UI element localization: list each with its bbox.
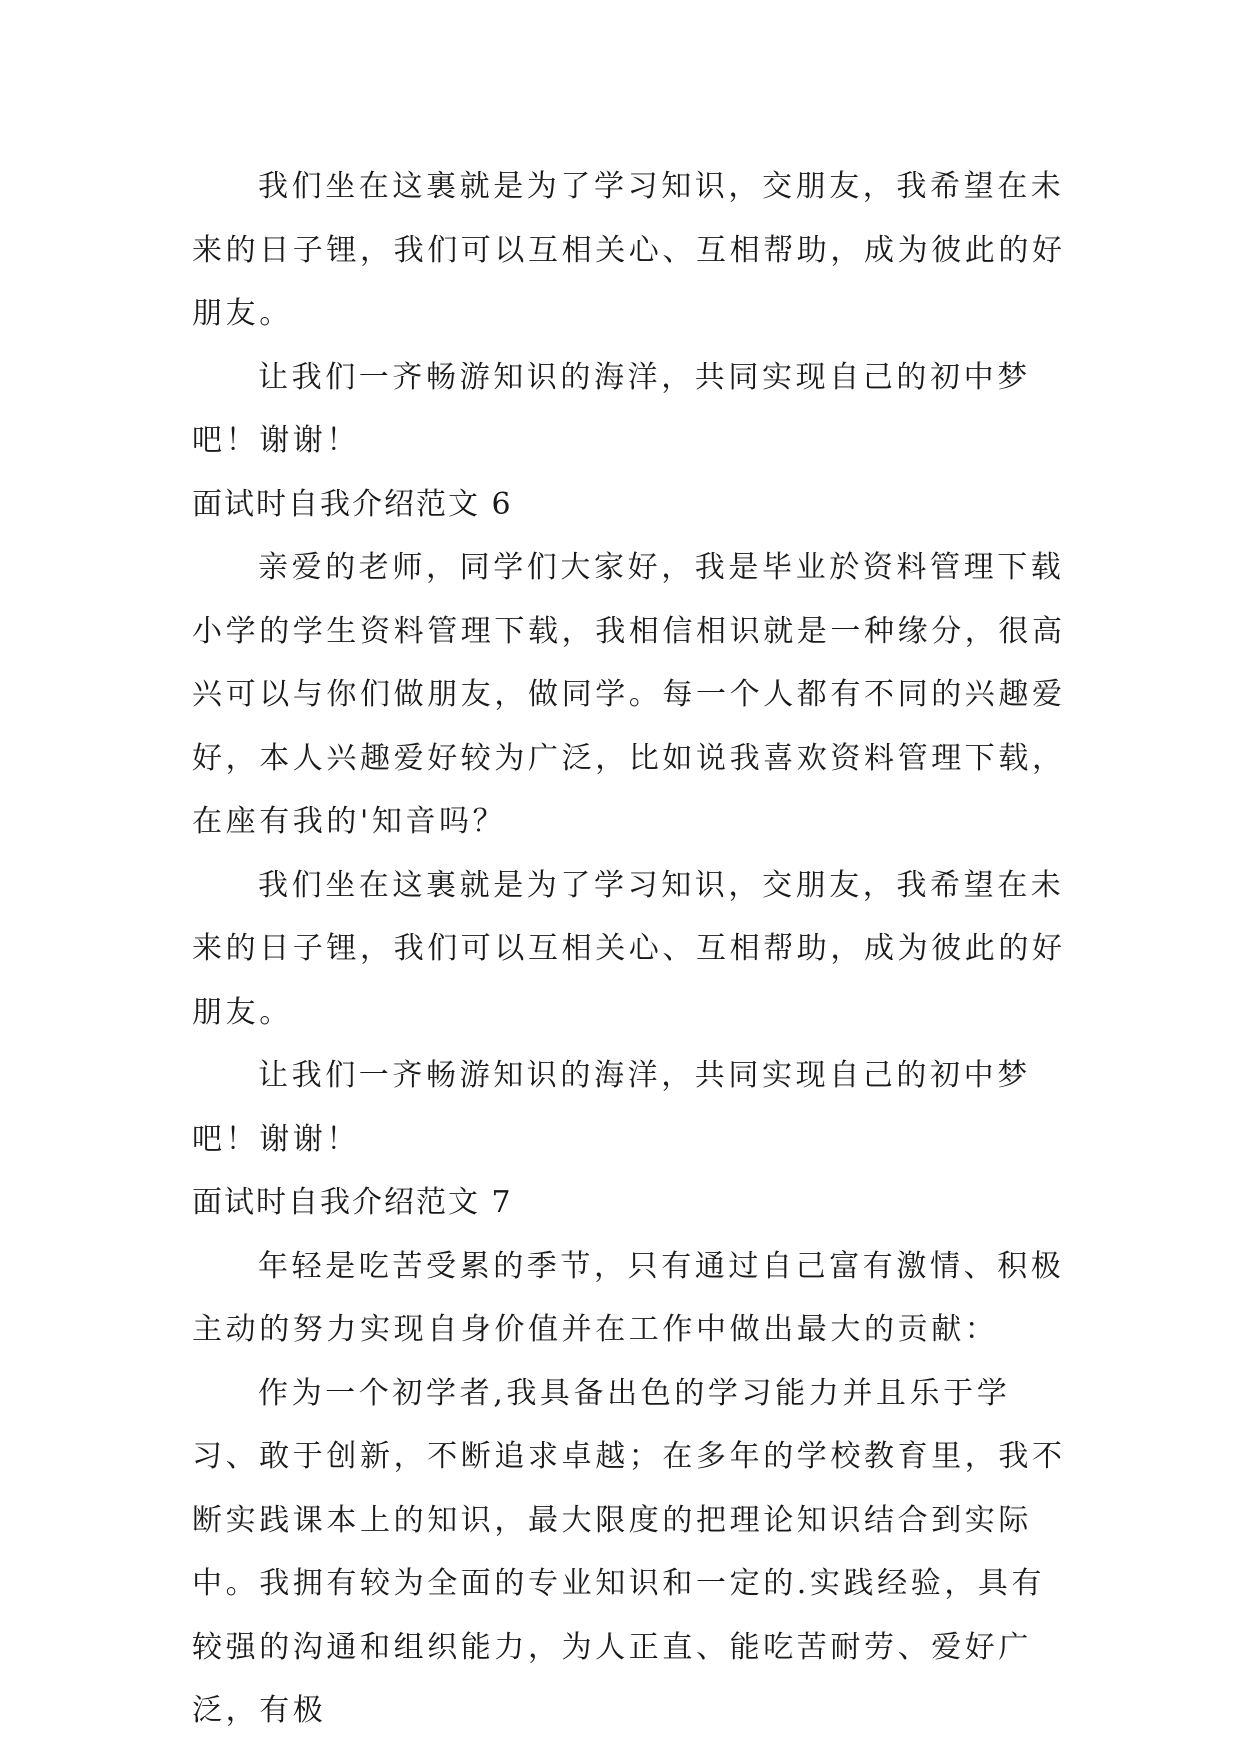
section-heading: 面试时自我介绍范文 7 [192,1185,513,1220]
paragraph: 让我们一齐畅游知识的海洋，共同实现自己的初中梦吧！谢谢！ [192,359,1031,458]
paragraph: 我们坐在这裏就是为了学习知识，交朋友，我希望在未来的日子锂，我们可以互相关心、互相帮助，成为彼此的好朋友。 [192,169,1066,331]
paragraph: 让我们一齐畅游知识的海洋，共同实现自己的初中梦吧！谢谢！ [192,1058,1031,1157]
paragraph: 亲爱的老师，同学们大家好，我是毕业於资料管理下载小学的学生资料管理下载，我相信相识就是一种缘分，很高兴可以与你们做朋友，做同学。每一个人都有不同的兴趣爱好，本人兴趣爱好较为广泛，比如说我喜欢资料管理下载，在座有我的'知音吗？ [192,550,1066,839]
paragraph: 我们坐在这裏就是为了学习知识，交朋友，我希望在未来的日子锂，我们可以互相关心、互相帮助，成为彼此的好朋友。 [192,867,1066,1030]
paragraph: 年轻是吃苦受累的季节，只有通过自己富有激情、积极主动的努力实现自身价值并在工作中做出最大的贡献： [192,1248,1065,1347]
document-body [192,155,1072,1743]
paragraph: 作为一个初学者,我具备出色的学习能力并且乐于学习、敢于创新，不断追求卓越；在多年的学校教育里，我不断实践课本上的知识，最大限度的把理论知识结合到实际中。我拥有较为全面的专业知识和一定的.实践经验，具有较强的沟通和组织能力，为人正直、能吃苦耐劳、爱好广泛，有极 [192,1375,1066,1728]
section-heading: 面试时自我介绍范文 6 [192,486,513,522]
